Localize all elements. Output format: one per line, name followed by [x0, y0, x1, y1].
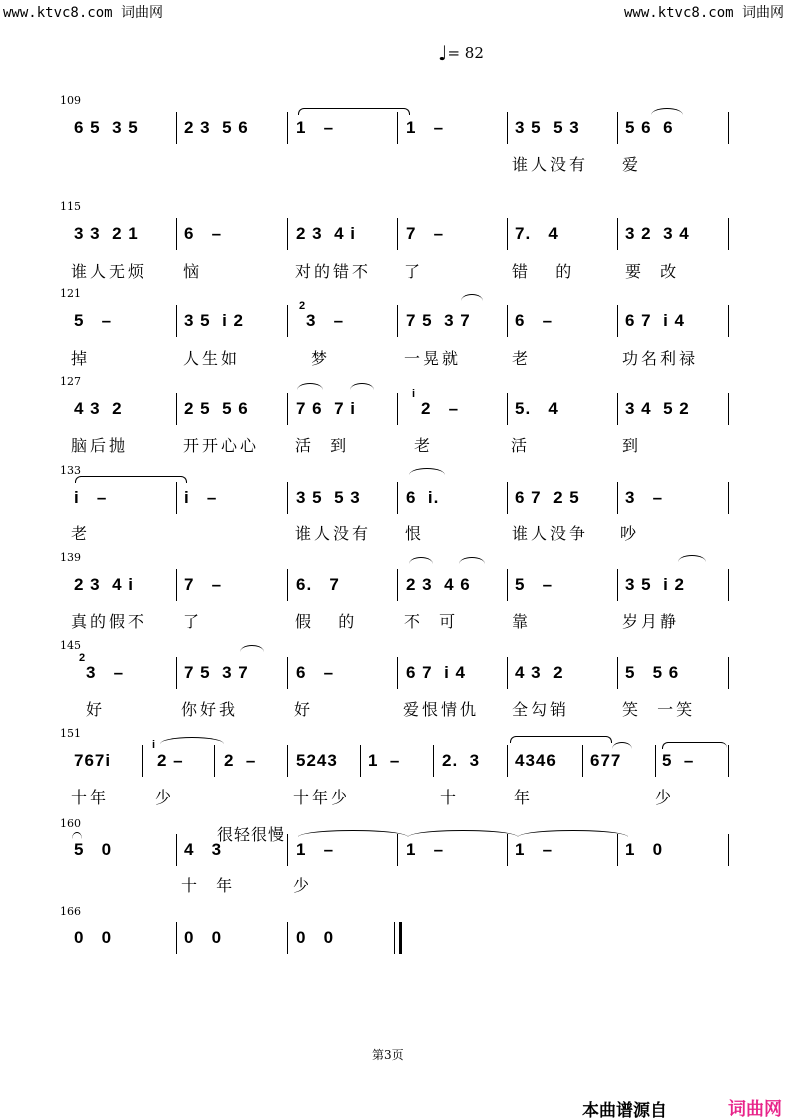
- lyric: 恼: [183, 262, 203, 281]
- measure: 2 –: [224, 751, 257, 770]
- barline: [728, 112, 729, 144]
- barline: [617, 218, 618, 250]
- notation-line: [0, 488, 790, 508]
- lyric: 吵: [620, 524, 640, 543]
- page-number: 第3页: [372, 1048, 404, 1062]
- barline: [617, 657, 618, 689]
- barline: [507, 305, 508, 337]
- barline: [728, 218, 729, 250]
- slur-mark: [409, 557, 433, 564]
- measure-number: 109: [60, 94, 81, 107]
- measure: 2 –: [157, 751, 184, 770]
- lyric: 少: [655, 788, 675, 807]
- notation-line: [0, 575, 790, 595]
- lyric: 年: [514, 788, 534, 807]
- measure: 3 3 2 1: [74, 224, 139, 243]
- lyric-line: [0, 152, 790, 174]
- lyric: 脑后抛: [71, 436, 129, 455]
- slur-mark: [160, 737, 224, 744]
- barline: [617, 112, 618, 144]
- slur-mark: [612, 742, 632, 749]
- measure-number: 127: [60, 375, 81, 388]
- barline: [287, 745, 288, 777]
- tie-mark: [75, 476, 187, 483]
- barline: [728, 569, 729, 601]
- barline: [728, 657, 729, 689]
- lyric: 少: [293, 876, 313, 895]
- measure: 4 3 2: [515, 663, 564, 682]
- measure-number: 160: [60, 817, 81, 830]
- barline: [176, 393, 177, 425]
- grace-note: 2: [299, 300, 306, 312]
- slur-mark: [72, 832, 82, 839]
- barline: [287, 305, 288, 337]
- lyric: 真的假不: [71, 612, 148, 631]
- measure: 3 5 5 3: [296, 488, 361, 507]
- barline: [142, 745, 143, 777]
- lyric: 错 的: [512, 262, 575, 281]
- lyric: 十年少: [293, 788, 351, 807]
- measure: 6. 7: [296, 575, 340, 594]
- lyric: 谁人没争: [512, 524, 589, 543]
- barline: [287, 569, 288, 601]
- measure: 3 2 3 4: [625, 224, 690, 243]
- measure: 7 5 3 7: [406, 311, 471, 330]
- measure: 5243: [296, 751, 338, 770]
- lyric: 十: [440, 788, 460, 807]
- measure: 4346: [515, 751, 557, 770]
- site-logo[interactable]: 词曲网: [728, 1099, 782, 1119]
- lyric: 岁月静: [622, 612, 680, 631]
- header-site-right[interactable]: www.ktvc8.com 词曲网: [623, 5, 784, 21]
- measure: 5. 4: [515, 399, 559, 418]
- barline: [287, 393, 288, 425]
- barline: [176, 305, 177, 337]
- barline: [617, 834, 618, 866]
- lyric: 笑 一笑: [622, 700, 696, 719]
- measure: 7 6 7 i: [296, 399, 356, 418]
- slur-mark: [240, 645, 264, 652]
- lyric-line: [0, 785, 790, 807]
- barline: [397, 482, 398, 514]
- lyric: 你好我: [181, 700, 239, 719]
- lyric: 掉: [71, 349, 91, 368]
- barline: [397, 218, 398, 250]
- measure: 767i: [74, 751, 112, 770]
- measure: 3 –: [625, 488, 664, 507]
- measure: 2 3 4 i: [296, 224, 356, 243]
- measure-number: 133: [60, 464, 81, 477]
- lyric-line: [0, 521, 790, 543]
- source-label: 本曲谱源自: [582, 1101, 667, 1119]
- measure: 6 i.: [406, 488, 440, 507]
- lyric: 恨: [405, 524, 425, 543]
- measure: 5 –: [662, 751, 695, 770]
- measure: 6 –: [515, 311, 554, 330]
- tie-mark: [662, 742, 727, 749]
- barline: [176, 922, 177, 954]
- barline: [287, 922, 288, 954]
- measure: 2. 3: [442, 751, 481, 770]
- measure: 2 3 4 i: [74, 575, 134, 594]
- lyric: 对的错不: [295, 262, 372, 281]
- measure-number: 121: [60, 287, 81, 300]
- measure: i –: [184, 488, 218, 507]
- lyric: 爱: [622, 155, 642, 174]
- lyric: 十年: [71, 788, 110, 807]
- measure: 1 –: [296, 840, 335, 859]
- notation-line: [0, 224, 790, 244]
- measure: 5 5 6: [625, 663, 680, 682]
- quarter-note-icon: ♩: [438, 41, 448, 65]
- lyric: 谁人无烦: [71, 262, 148, 281]
- measure: 0 0: [296, 928, 335, 947]
- measure: 4 3: [184, 840, 223, 859]
- lyric: 少: [155, 788, 175, 807]
- notation-line: [0, 663, 790, 683]
- measure: 3 –: [86, 663, 125, 682]
- measure: 5 –: [74, 311, 113, 330]
- lyric-line: [0, 259, 790, 281]
- slur-mark: [298, 830, 408, 837]
- lyric-line: [0, 697, 790, 719]
- notation-line: [0, 840, 790, 860]
- lyric: 好: [294, 700, 314, 719]
- barline: [507, 834, 508, 866]
- barline: [176, 112, 177, 144]
- slur-mark: [518, 830, 628, 837]
- barline: [287, 112, 288, 144]
- measure: 2 3 5 6: [184, 118, 249, 137]
- tempo-marking: [438, 39, 484, 63]
- measure: 2 3 4 6: [406, 575, 471, 594]
- notation-line: [0, 751, 790, 771]
- slur-mark: [678, 555, 706, 562]
- measure: 0 0: [184, 928, 223, 947]
- lyric: 了: [183, 612, 203, 631]
- barline: [617, 482, 618, 514]
- header-site-left[interactable]: www.ktvc8.com 词曲网: [3, 5, 164, 21]
- slur-mark: [408, 830, 518, 837]
- barline: [728, 393, 729, 425]
- barline: [617, 305, 618, 337]
- notation-line: [0, 399, 790, 419]
- measure: 6 7 i 4: [625, 311, 685, 330]
- lyric: 老: [71, 524, 91, 543]
- measure-number: 115: [60, 200, 81, 213]
- measure: 6 5 3 5: [74, 118, 139, 137]
- barline: [214, 745, 215, 777]
- barline: [397, 834, 398, 866]
- measure: 3 5 i 2: [184, 311, 244, 330]
- measure-number: 166: [60, 905, 81, 918]
- lyric: 人生如: [183, 349, 241, 368]
- barline: [507, 218, 508, 250]
- measure-number: 145: [60, 639, 81, 652]
- lyric: 好: [86, 700, 106, 719]
- barline: [287, 657, 288, 689]
- barline: [507, 393, 508, 425]
- measure: 7 –: [184, 575, 223, 594]
- barline: [655, 745, 656, 777]
- barline: [176, 482, 177, 514]
- measure: 6 7 i 4: [406, 663, 466, 682]
- measure: 1 –: [515, 840, 554, 859]
- lyric-line: [0, 346, 790, 368]
- lyric: 谁人没有: [512, 155, 589, 174]
- barline: [397, 657, 398, 689]
- measure: 3 4 5 2: [625, 399, 690, 418]
- lyric: 活 到: [295, 436, 350, 455]
- lyric: 全勾销: [512, 700, 570, 719]
- lyric: 了: [404, 262, 424, 281]
- slur-mark: [461, 294, 483, 301]
- slur-mark: [459, 557, 485, 564]
- lyric: 谁人没有: [295, 524, 372, 543]
- barline: [582, 745, 583, 777]
- lyric: 开开心心: [183, 436, 260, 455]
- measure: 7. 4: [515, 224, 559, 243]
- final-barline: [399, 922, 402, 954]
- measure: 4 3 2: [74, 399, 123, 418]
- measure: 5 0: [74, 840, 113, 859]
- lyric: 老: [512, 349, 532, 368]
- barline: [507, 482, 508, 514]
- measure: 677: [590, 751, 622, 770]
- expression-marking: 很轻很慢: [217, 825, 286, 844]
- measure: 5 –: [515, 575, 554, 594]
- notation-line: [0, 311, 790, 331]
- measure: 1 –: [296, 118, 335, 137]
- grace-note: i: [152, 739, 156, 751]
- measure: 1 –: [406, 118, 445, 137]
- barline: [176, 834, 177, 866]
- measure: 6 –: [296, 663, 335, 682]
- lyric: 功名利禄: [622, 349, 699, 368]
- measure: 2 –: [421, 399, 460, 418]
- slur-mark: [651, 108, 683, 115]
- barline: [433, 745, 434, 777]
- measure: 7 –: [406, 224, 445, 243]
- measure: 2 5 5 6: [184, 399, 249, 418]
- barline: [617, 569, 618, 601]
- barline: [728, 305, 729, 337]
- measure: 3 5 5 3: [515, 118, 580, 137]
- tie-mark: [510, 736, 612, 743]
- notation-line: [0, 118, 790, 138]
- lyric: 梦: [311, 349, 331, 368]
- barline: [617, 393, 618, 425]
- grace-note: i: [412, 388, 416, 400]
- measure: 7 5 3 7: [184, 663, 249, 682]
- measure: 6 –: [184, 224, 223, 243]
- barline: [728, 482, 729, 514]
- lyric: 到: [622, 436, 642, 455]
- barline: [176, 657, 177, 689]
- measure: 3 5 i 2: [625, 575, 685, 594]
- barline: [397, 569, 398, 601]
- barline: [176, 218, 177, 250]
- lyric: 靠: [512, 612, 532, 631]
- barline: [287, 834, 288, 866]
- barline: [728, 834, 729, 866]
- measure: 0 0: [74, 928, 113, 947]
- barline: [287, 482, 288, 514]
- measure: 1 –: [406, 840, 445, 859]
- barline: [394, 922, 395, 954]
- lyric-line: [0, 609, 790, 631]
- measure: 1 0: [625, 840, 664, 859]
- lyric: 老: [414, 436, 434, 455]
- measure: i –: [74, 488, 108, 507]
- barline: [507, 745, 508, 777]
- tie-mark: [298, 108, 410, 115]
- barline: [176, 569, 177, 601]
- lyric: 一晃就: [404, 349, 462, 368]
- barline: [287, 218, 288, 250]
- barline: [507, 657, 508, 689]
- measure-number: 139: [60, 551, 81, 564]
- lyric: 假 的: [295, 612, 358, 631]
- barline: [507, 112, 508, 144]
- lyric: 要 改: [625, 262, 680, 281]
- lyric-line: [0, 873, 790, 895]
- measure: 6 7 2 5: [515, 488, 580, 507]
- barline: [397, 112, 398, 144]
- barline: [397, 393, 398, 425]
- lyric-line: [0, 433, 790, 455]
- grace-note: 2: [79, 652, 86, 664]
- measure: 3 –: [306, 311, 345, 330]
- barline: [507, 569, 508, 601]
- slur-mark: [409, 468, 445, 475]
- barline: [360, 745, 361, 777]
- lyric: 活: [511, 436, 531, 455]
- measure: 5 6 6: [625, 118, 674, 137]
- barline: [397, 305, 398, 337]
- measure: 1 –: [368, 751, 401, 770]
- barline: [728, 745, 729, 777]
- lyric: 不 可: [404, 612, 459, 631]
- measure-number: 151: [60, 727, 81, 740]
- tempo-value: = 82: [447, 44, 484, 62]
- lyric: 十 年: [181, 876, 236, 895]
- lyric: 爱恨情仇: [403, 700, 480, 719]
- slur-mark: [350, 383, 374, 390]
- slur-mark: [297, 383, 323, 390]
